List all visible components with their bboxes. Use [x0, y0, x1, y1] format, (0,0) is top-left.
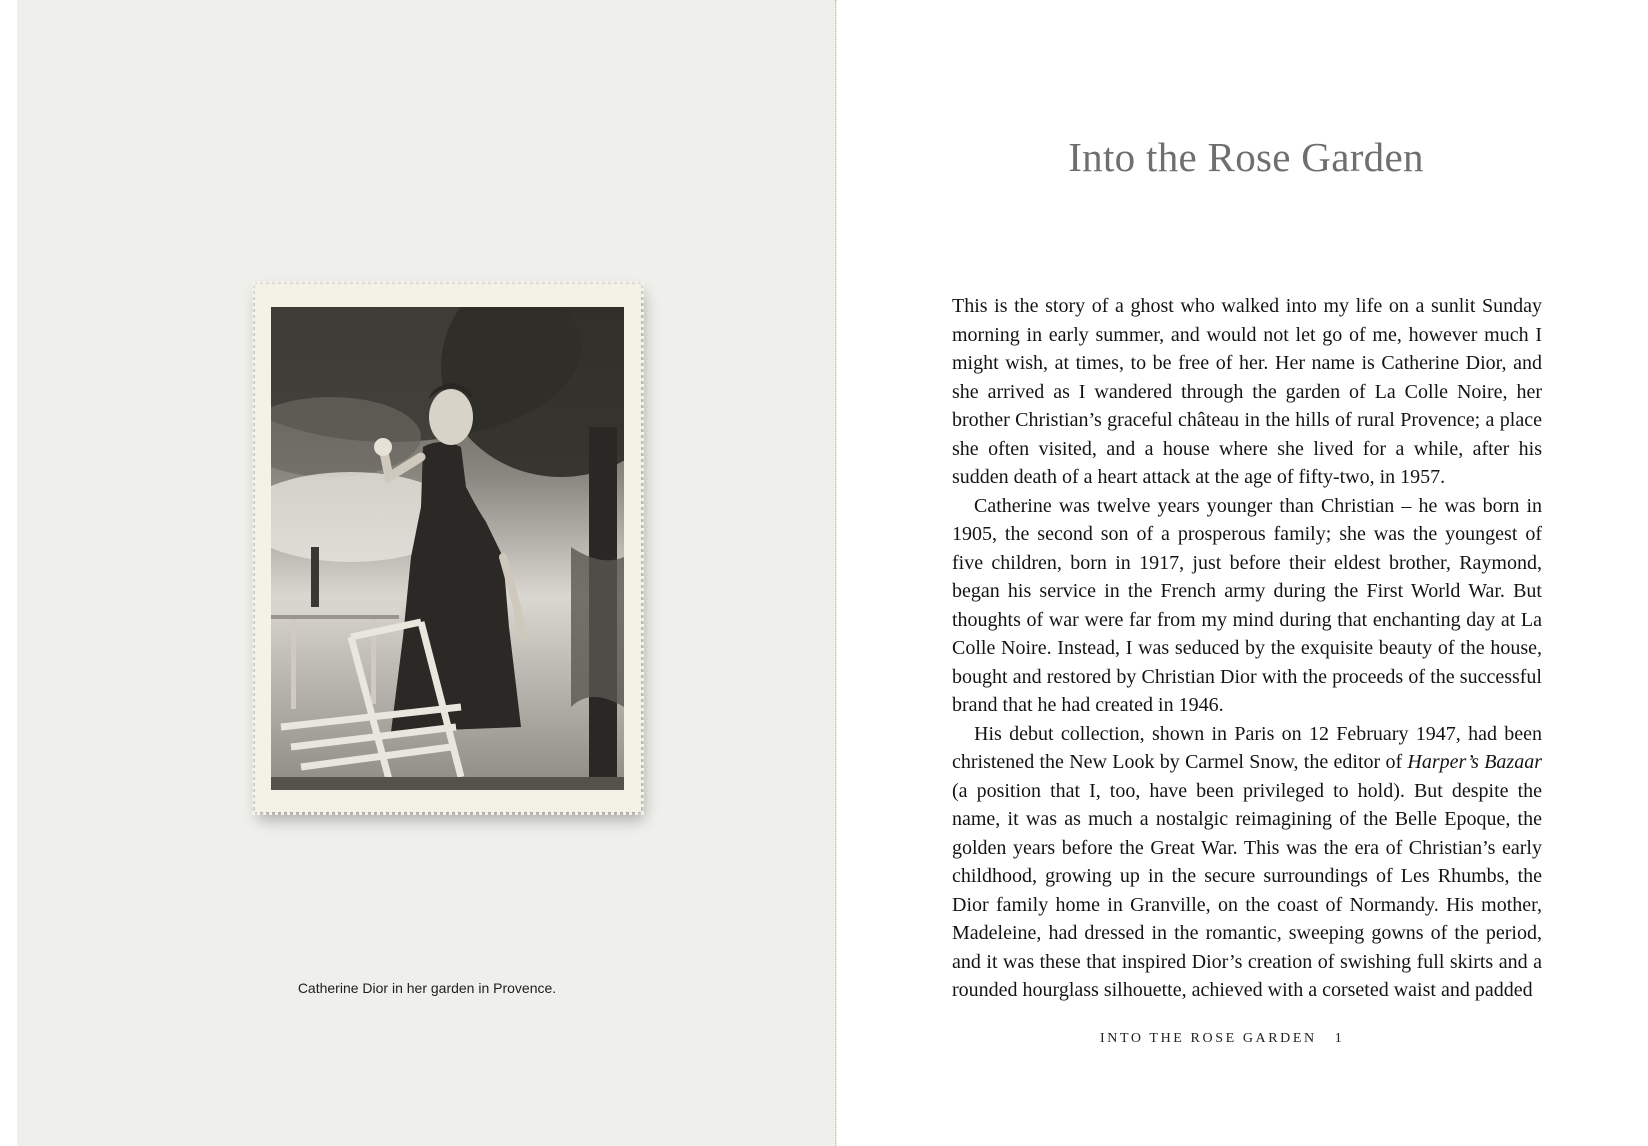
page-number: 1: [1334, 1031, 1342, 1046]
paragraph-1: This is the story of a ghost who walked into my life on a sunlit Sunday morning in early summer, and would not let go of me, however much I might wish, at times, to be free of her. Her name is Catherine Dior, and she arrived as I wandered through the garden of La Colle Noire, her brother Christian’s graceful château in the hills of rural Provence; a place she often visited, and a house where she lived for a while, after his sudden death of a heart attack at the age of fifty-two, in 1957.: [952, 295, 1542, 488]
photo-image: [271, 307, 624, 790]
body-text: [952, 292, 1542, 1005]
running-head: INTO THE ROSE GARDEN: [1100, 1031, 1317, 1046]
paragraph-3: His debut collection, shown in Paris on 12 February 1947, had been christened the New Look by Carmel Snow, the editor of Harper’s Bazaar (a position that I, too, have been privileged to hold). But despite the name, it was as much a nostalgic reimagining of the Belle Epoque, the golden years before the Great War. This was the era of Christian’s early childhood, growing up in the secure surroundings of Les Rhumbs, the Dior family home in Granville, on the coast of Normandy. His mother, Madeleine, had dressed in the romantic, sweeping gowns of the period, and it was these that inspired Dior’s creation of swishing full skirts and a rounded hourglass silhouette, achieved with a corseted waist and padded: [952, 722, 1542, 1001]
chapter-title: Into the Rose Garden: [1068, 134, 1424, 180]
publication-title: Harper’s Bazaar: [1407, 751, 1542, 773]
photo-caption: Catherine Dior in her garden in Provence.: [297, 980, 557, 996]
paragraph-2: Catherine was twelve years younger than Christian – he was born in 1905, the second son of a prosperous family; she was the youngest of five children, born in 1917, just before their eldest brother, Raymond, began his service in the French army during the First World War. But thoughts of war were far from my mind during that enchanting day at La Colle Noire. Instead, I was seduced by the exquisite beauty of the house, bought and restored by Christian Dior with the proceeds of the successful brand that he had created in 1946.: [952, 494, 1542, 716]
page-gutter: [835, 0, 838, 1146]
running-footer: [1100, 1031, 1342, 1047]
left-page: [17, 0, 837, 1146]
catherine-dior-photo: [271, 307, 624, 790]
photo-frame: [255, 284, 641, 812]
